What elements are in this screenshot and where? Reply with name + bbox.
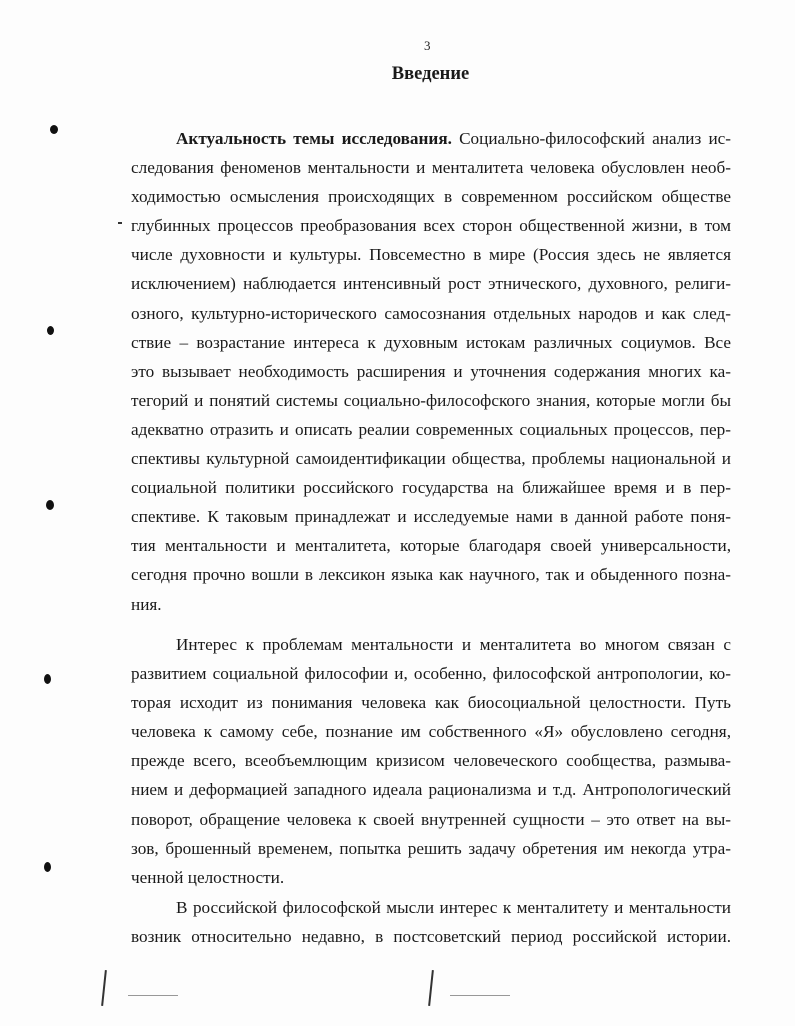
paragraph-line: числе духовности и культуры. Повсеместно в мире (Россия здесь не является (131, 245, 731, 265)
paragraph-line: тегорий и понятий системы социально-философского знания, которые могли бы (131, 390, 731, 410)
paragraph-line: спективе. К таковым принадлежат и исследуемые нами в данной работе поня- (131, 507, 731, 527)
paragraph-line: В российской философской мысли интерес к менталитету и ментальности (176, 898, 731, 917)
scan-mark (450, 995, 510, 996)
paragraph-line: Интерес к проблемам ментальности и менталитета во многом связан с (176, 635, 731, 654)
paragraph-line: зов, брошенный временем, попытка решить задачу обретения им некогда утра- (131, 838, 731, 858)
paragraph-line: поворот, обращение человека к своей внутренней сущности – это ответ на вы- (131, 809, 731, 829)
scan-speck (44, 862, 51, 872)
paragraph-3 (131, 893, 731, 951)
scan-speck (50, 125, 58, 134)
paragraph-line: сегодня прочно вошли в лексикон языка как научного, так и обыденного позна- (131, 565, 731, 585)
paragraph-line: глубинных процессов преобразования всех сторон общественной жизни, в том (131, 216, 731, 236)
paragraph-line: нием и деформацией западного идеала рационализма и т.д. Антропологический (131, 780, 731, 800)
paragraph-line: Актуальность темы исследования. Социально-философский анализ ис- (176, 129, 731, 148)
scan-speck (44, 674, 51, 684)
scan-mark (128, 995, 178, 996)
paragraph-2 (131, 630, 731, 892)
scan-mark (101, 970, 107, 1006)
page-number: 3 (424, 38, 431, 53)
paragraph-1 (131, 124, 731, 619)
paragraph-line: ходимостью осмысления происходящих в современном российском обществе (131, 187, 731, 207)
paragraph-line: развитием социальной философии и, особенно, философской антропологии, ко- (131, 664, 731, 684)
paragraph-line: адекватно отразить и описать реалии современных социальных процессов, пер- (131, 419, 731, 439)
paragraph-line: ченной целостности. (131, 867, 285, 887)
section-title: Введение (391, 64, 470, 84)
paragraph-line: прежде всего, всеобъемлющим кризисом человеческого сообщества, размыва- (131, 751, 731, 771)
scan-speck (47, 326, 54, 335)
scan-mark (118, 222, 122, 224)
paragraph-line: озного, культурно-исторического самосознания отдельных народов и как след- (131, 303, 731, 323)
paragraph-line: торая исходит из понимания человека как биосоциальной целостности. Путь (131, 693, 731, 713)
paragraph-line: спективы культурной самоидентификации общества, проблемы национальной и (131, 449, 731, 469)
paragraph-line: возник относительно недавно, в постсоветский период российской истории. (131, 927, 731, 947)
paragraph-lead: Актуальность темы исследования. (176, 129, 452, 148)
paragraph-line: это вызывает необходимость расширения и уточнения содержания многих ка- (131, 361, 731, 381)
paragraph-line: человека к самому себе, познание им собственного «Я» обусловлено сегодня, (131, 722, 731, 742)
paragraph-line: социальной политики российского государства на ближайшее время и в пер- (131, 478, 731, 498)
paragraph-line: исключением) наблюдается интенсивный рост этнического, духовного, религи- (131, 274, 731, 294)
scan-speck (46, 500, 54, 510)
paragraph-line: тия ментальности и менталитета, которые благодаря своей универсальности, (131, 536, 731, 556)
paragraph-line: ствие – возрастание интереса к духовным истокам различных социумов. Все (131, 332, 731, 352)
paragraph-line: ния. (131, 594, 162, 614)
paragraph-line: следования феноменов ментальности и менталитета человека обусловлен необ- (131, 158, 731, 178)
scan-mark (428, 970, 434, 1006)
